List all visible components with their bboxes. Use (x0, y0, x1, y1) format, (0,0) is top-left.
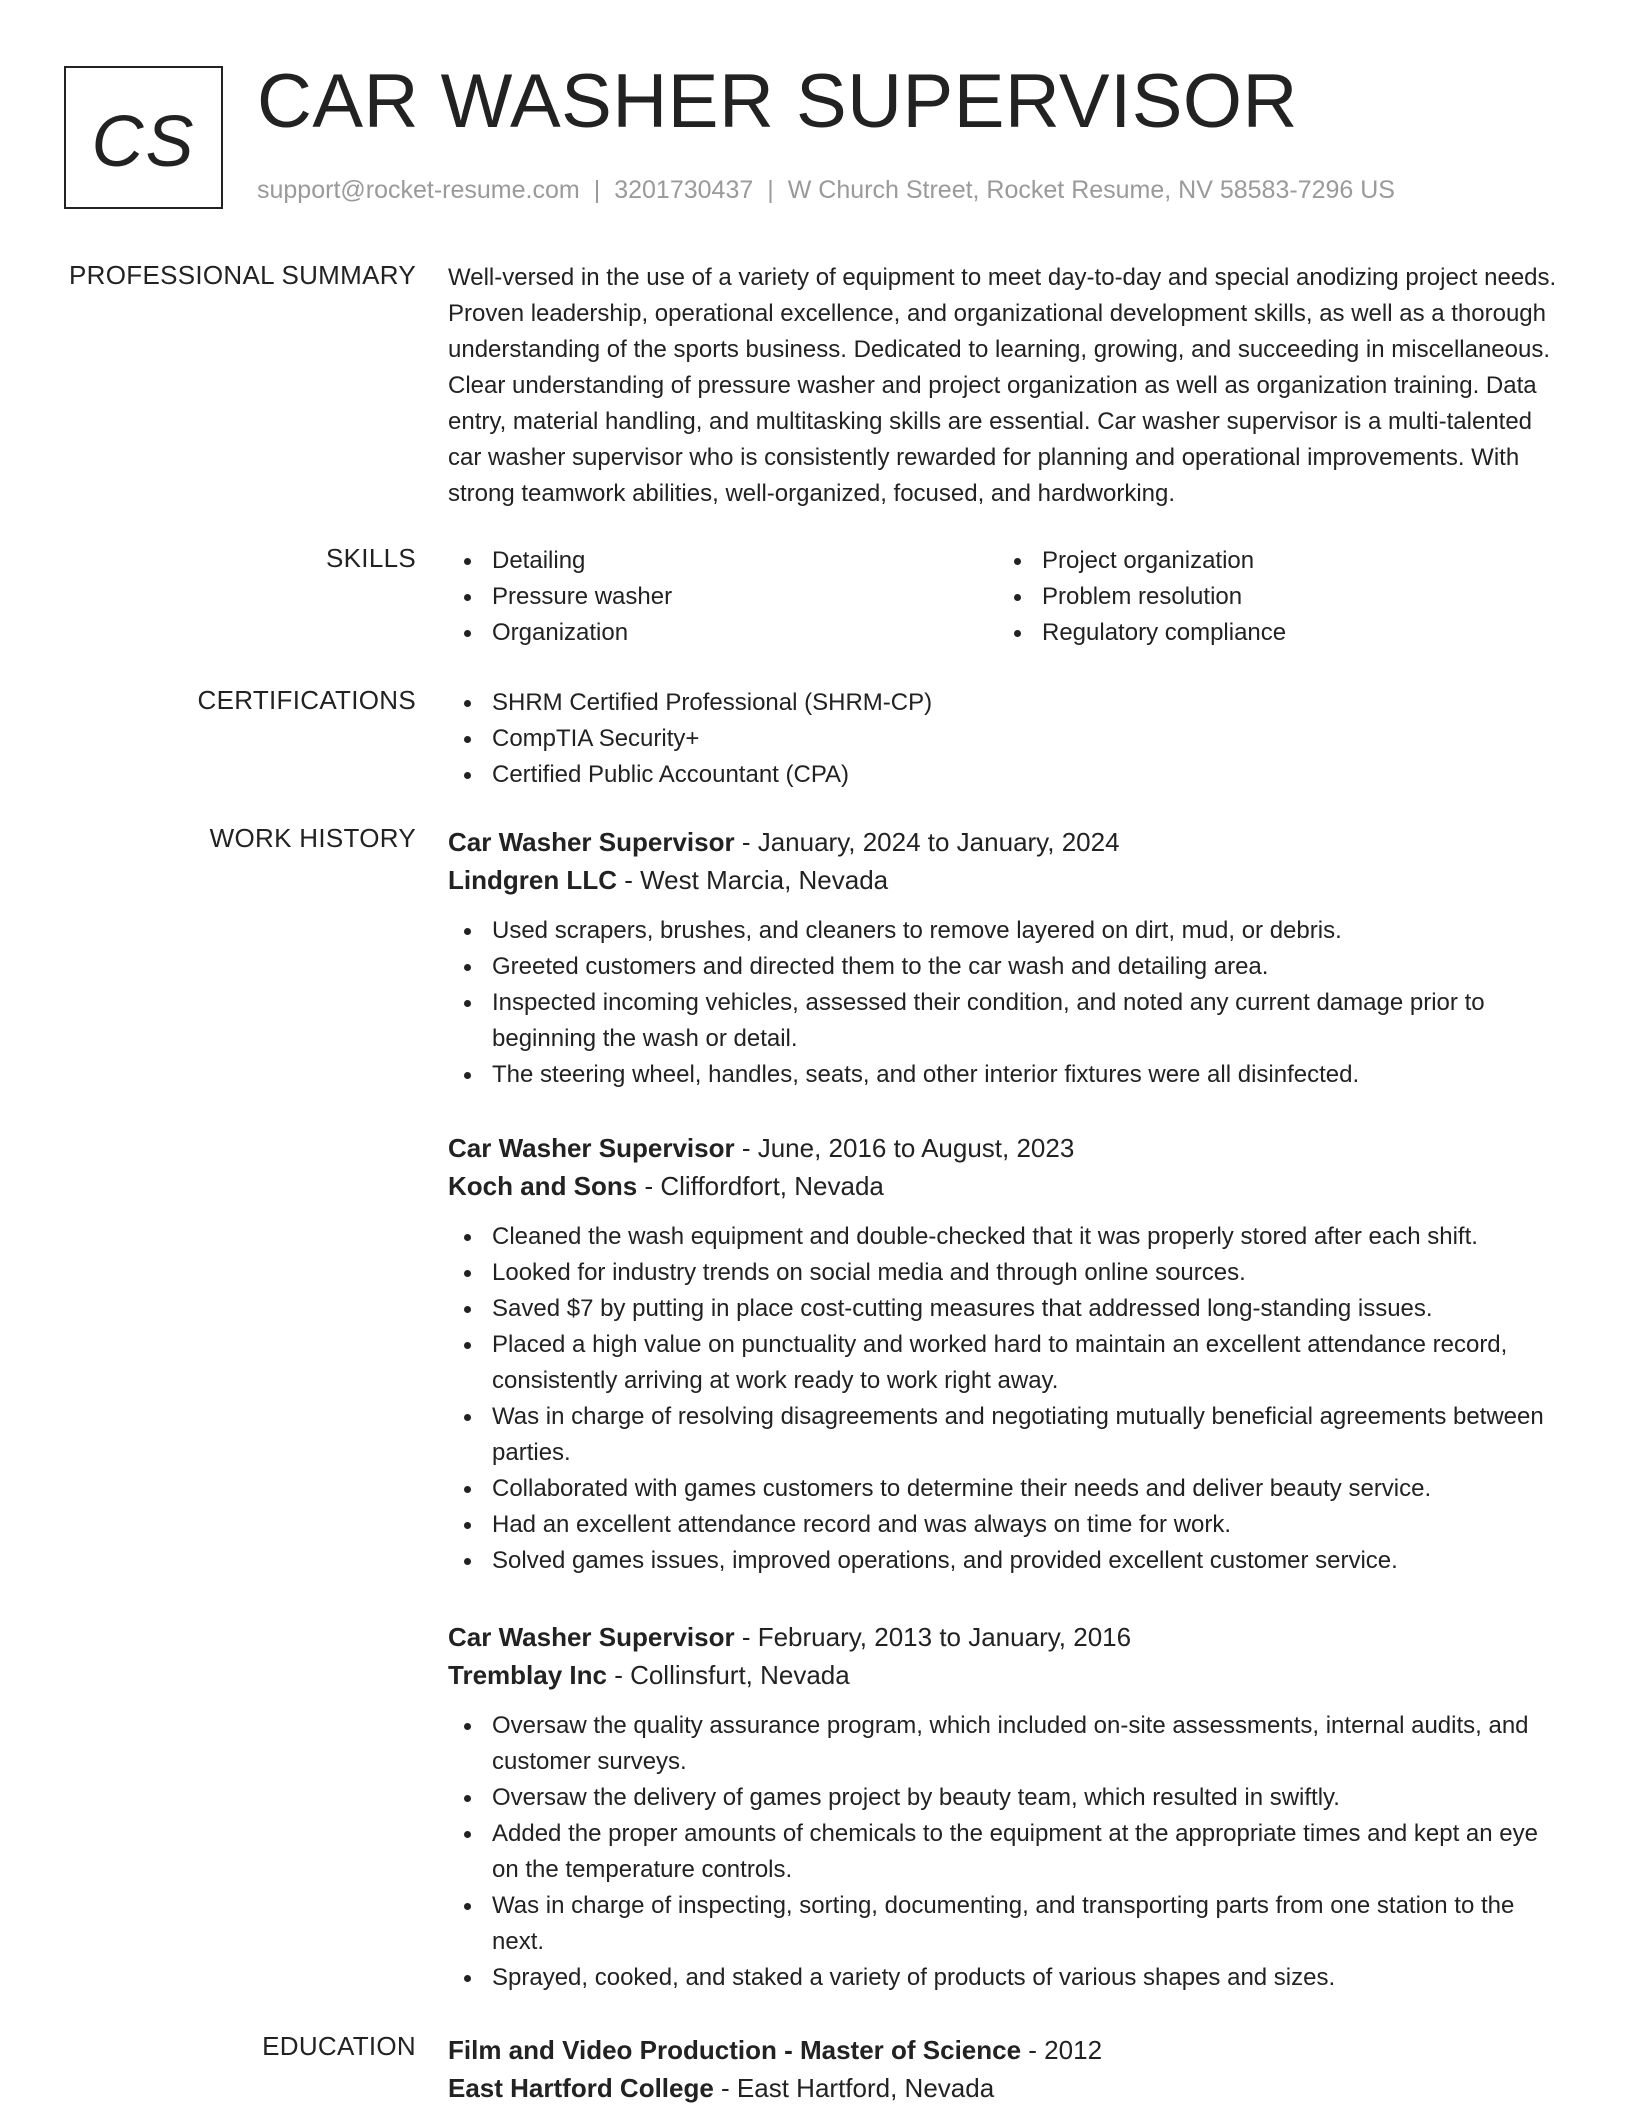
list-item: SHRM Certified Professional (SHRM-CP) (448, 685, 1564, 721)
separator: | (593, 176, 601, 204)
section-heading: WORK HISTORY (209, 823, 416, 853)
list-item: CompTIA Security+ (448, 721, 1564, 757)
job-duties (448, 913, 1564, 1093)
company-line (448, 1167, 1564, 1205)
section-heading: EDUCATION (262, 2031, 416, 2061)
list-item: The steering wheel, handles, seats, and other interior fixtures were all disinfected. (448, 1057, 1564, 1093)
contact-line (257, 176, 1395, 205)
list-item: Cleaned the wash equipment and double-checked that it was properly stored after each shift. (448, 1219, 1564, 1255)
company-name: Tremblay Inc (448, 1660, 607, 1690)
school-line (448, 2069, 1564, 2107)
job-dates: - June, 2016 to August, 2023 (734, 1133, 1075, 1163)
school-name: East Hartford College (448, 2073, 714, 2103)
job-title: Car Washer Supervisor (448, 1133, 735, 1163)
list-item: Was in charge of inspecting, sorting, documenting, and transporting parts from one station to the next. (448, 1888, 1564, 1960)
separator: | (767, 176, 774, 204)
address: W Church Street, Rocket Resume, NV 58583-7296 US (787, 176, 1395, 204)
skills-list (448, 543, 1564, 651)
list-item: Pressure washer (448, 579, 998, 615)
company-name: Koch and Sons (448, 1171, 638, 1201)
list-item: Certified Public Accountant (CPA) (448, 757, 1564, 793)
list-item: Had an excellent attendance record and was always on time for work. (448, 1507, 1564, 1543)
list-item: Regulatory compliance (998, 615, 1548, 651)
list-item: Project organization (998, 543, 1548, 579)
certifications-list (448, 685, 1564, 793)
company-location: - West Marcia, Nevada (616, 865, 889, 895)
phone-number: 3201730437 (614, 176, 754, 204)
section-heading: SKILLS (326, 543, 416, 573)
list-item: Looked for industry trends on social media and through online sources. (448, 1255, 1564, 1291)
list-item: Saved $7 by putting in place cost-cutting measures that addressed long-standing issues. (448, 1291, 1564, 1327)
job-dates: - February, 2013 to January, 2016 (734, 1622, 1132, 1652)
resume-title: CAR WASHER SUPERVISOR (257, 59, 1298, 144)
skills-column-right (998, 543, 1548, 651)
section-heading: CERTIFICATIONS (197, 685, 416, 715)
education-entry (448, 2031, 1564, 2107)
job-title-line (448, 823, 1564, 861)
list-item: Problem resolution (998, 579, 1548, 615)
job-dates: - January, 2024 to January, 2024 (734, 827, 1120, 857)
degree-line (448, 2031, 1564, 2069)
job-title: Car Washer Supervisor (448, 827, 735, 857)
list-item: Greeted customers and directed them to the car wash and detailing area. (448, 949, 1564, 985)
company-name: Lindgren LLC (448, 865, 617, 895)
job-duties (448, 1708, 1564, 1996)
certifications-body (448, 685, 1564, 793)
skills-column-left (448, 543, 998, 651)
job-entry (448, 823, 1564, 1093)
job-entry (448, 1618, 1564, 1996)
section-heading: PROFESSIONAL SUMMARY (69, 260, 416, 290)
list-item: Was in charge of resolving disagreements and negotiating mutually beneficial agreements between parties. (448, 1399, 1564, 1471)
degree-name: Film and Video Production - Master of Science (448, 2035, 1022, 2065)
job-title: Car Washer Supervisor (448, 1622, 735, 1652)
job-title-line (448, 1618, 1564, 1656)
company-location: - Cliffordfort, Nevada (637, 1171, 884, 1201)
company-line (448, 1656, 1564, 1694)
job-duties (448, 1219, 1564, 1579)
list-item: Added the proper amounts of chemicals to the equipment at the appropriate times and kept an eye on the temperature controls. (448, 1816, 1564, 1888)
list-item: Oversaw the delivery of games project by beauty team, which resulted in swiftly. (448, 1780, 1564, 1816)
company-line (448, 861, 1564, 899)
list-item: Placed a high value on punctuality and worked hard to maintain an excellent attendance record, consistently arriving at work ready to work right away. (448, 1327, 1564, 1399)
list-item: Used scrapers, brushes, and cleaners to remove layered on dirt, mud, or debris. (448, 913, 1564, 949)
job-entry (448, 1129, 1564, 1579)
list-item: Detailing (448, 543, 998, 579)
monogram-logo: CS (64, 66, 223, 209)
list-item: Organization (448, 615, 998, 651)
list-item: Solved games issues, improved operations, and provided excellent customer service. (448, 1543, 1564, 1579)
email-link[interactable]: support@rocket-resume.com (257, 176, 580, 204)
job-title-line (448, 1129, 1564, 1167)
company-location: - Collinsfurt, Nevada (606, 1660, 850, 1690)
list-item: Collaborated with games customers to determine their needs and deliver beauty service. (448, 1471, 1564, 1507)
school-location: - East Hartford, Nevada (713, 2073, 995, 2103)
summary-text: Well-versed in the use of a variety of equipment to meet day-to-day and special anodizing project needs. Proven leadership, operational excellence, and organizational development skills, as well as a thorough understanding of the sports business. Dedicated to learning, growing, and succeeding in miscellaneous. Clear understanding of pressure washer and project organization as well as organization training. Data entry, material handling, and multitasking skills are essential. Car washer supervisor is a multi-talented car washer supervisor who is consistently rewarded for planning and operational improvements. With strong teamwork abilities, well-organized, focused, and hardworking. (448, 264, 1557, 507)
list-item: Oversaw the quality assurance program, which included on-site assessments, internal audits, and customer surveys. (448, 1708, 1564, 1780)
graduation-year: - 2012 (1021, 2035, 1103, 2065)
list-item: Inspected incoming vehicles, assessed their condition, and noted any current damage prior to beginning the wash or detail. (448, 985, 1564, 1057)
list-item: Sprayed, cooked, and staked a variety of products of various shapes and sizes. (448, 1960, 1564, 1996)
